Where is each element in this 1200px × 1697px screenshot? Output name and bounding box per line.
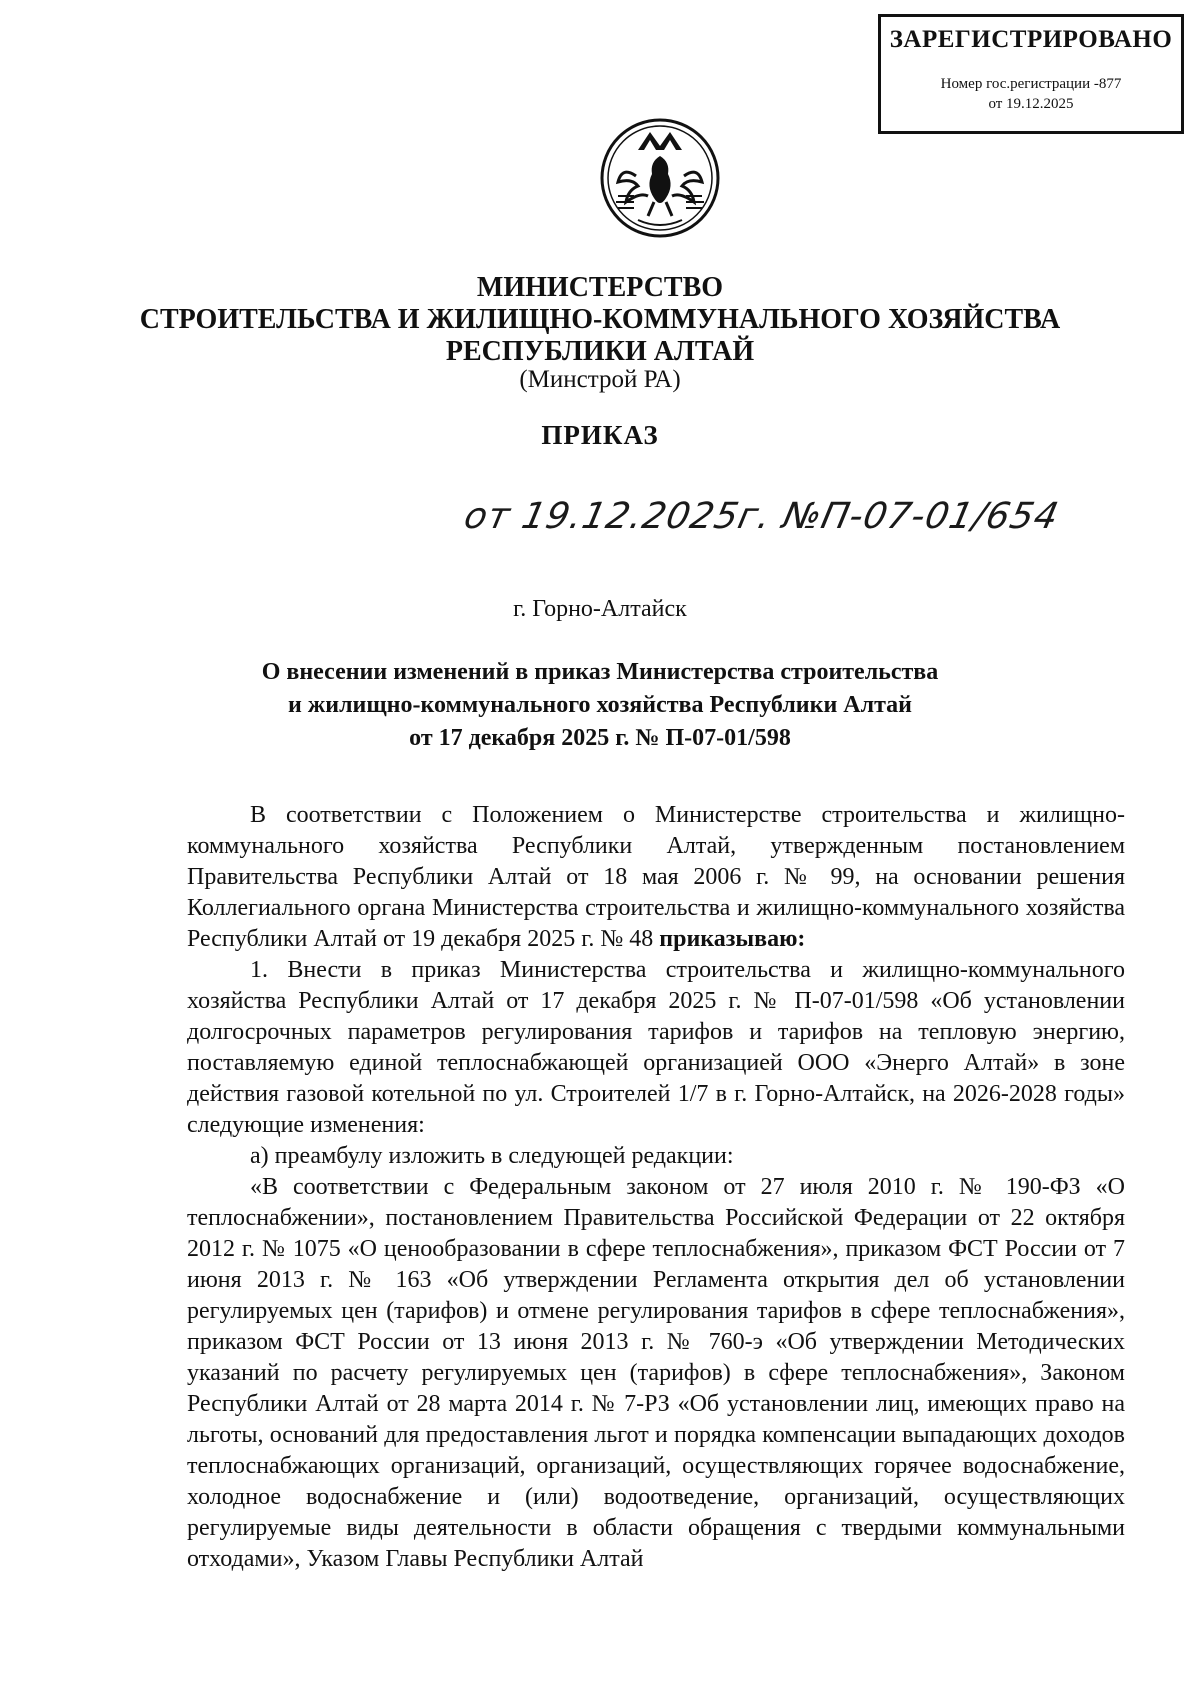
- registration-stamp: [878, 14, 1184, 134]
- stamp-title: ЗАРЕГИСТРИРОВАНО: [889, 26, 1173, 53]
- ministry-line-2: СТРОИТЕЛЬСТВА И ЖИЛИЩНО-КОММУНАЛЬНОГО ХОЗЯЙСТВА: [139, 304, 1061, 335]
- order-word: приказываю:: [659, 926, 806, 952]
- document-type: ПРИКАЗ: [541, 420, 659, 450]
- body-paragraph: а) преамбулу изложить в следующей редакции:: [250, 1143, 734, 1169]
- body-paragraph: 1. Внести в приказ Министерства строительства и жилищно-коммунального хозяйства Республики Алтай от 17 декабря 2025 г. № П-07-01/598 «Об установлении долгосрочных параметров регулирования тарифов и тарифов на тепловую энергию, поставляемую единой теплоснабжающей организацией ООО «Энерго Алтай» в зоне действия газовой котельной по ул. Строителей 1/7 в г. Горно-Алтайск, на 2026-2028 годы» следующие изменения:: [187, 957, 1125, 1138]
- ministry-line-1: МИНИСТЕРСТВО: [476, 272, 724, 303]
- handwritten-date-number: от 19.12.2025г. №П-07-01/654: [460, 496, 1063, 537]
- subject-line-1: О внесении изменений в приказ Министерства строительства: [261, 659, 939, 685]
- document-body: [187, 800, 1125, 1575]
- document-subject: [0, 656, 1200, 755]
- preamble-text: В соответствии с Положением о Министерстве строительства и жилищно-коммунального хозяйства Республики Алтай, утвержденным постановлением Правительства Республики Алтай от 18 мая 2006 г. № 99, на основании решения Коллегиального органа Министерства строительства и жилищно-коммунального хозяйства Республики Алтай от 19 декабря 2025 г. № 48: [187, 802, 1125, 952]
- subject-line-3: от 17 декабря 2025 г. № П-07-01/598: [409, 725, 791, 751]
- body-paragraph: «В соответствии с Федеральным законом от 27 июля 2010 г. № 190-ФЗ «О теплоснабжении», постановлением Правительства Российской Федерации от 22 октября 2012 г. № 1075 «О ценообразовании в сфере теплоснабжения», приказом ФСТ России от 7 июня 2013 г. № 163 «Об утверждении Регламента открытия дел об установлении регулируемых цен (тарифов) и отмене регулирования тарифов в сфере теплоснабжения», приказом ФСТ России от 13 июня 2013 г. № 760-э «Об утверждении Методических указаний по расчету регулируемых цен (тарифов) в сфере теплоснабжения», Законом Республики Алтай от 28 марта 2014 г. № 7-РЗ «Об установлении лиц, имеющих право на льготы, оснований для предоставления льгот и порядка компенсации выпадающих доходов теплоснабжающих организаций, организаций, осуществляющих горячее водоснабжение, холодное водоснабжение и (или) водоотведение, организаций, осуществляющих регулируемые виды деятельности в области обращения с твердыми коммунальными отходами», Указом Главы Республики Алтай: [187, 1174, 1125, 1572]
- stamp-registration-date: от 19.12.2025: [988, 96, 1074, 112]
- stamp-registration-number: Номер гос.регистрации -877: [940, 76, 1122, 92]
- ministry-short-name: (Минстрой РА): [519, 366, 681, 393]
- subject-line-2: и жилищно-коммунального хозяйства Республики Алтай: [288, 692, 912, 718]
- ministry-name: [0, 272, 1200, 368]
- body-paragraph: [187, 800, 1125, 955]
- ministry-line-3: РЕСПУБЛИКИ АЛТАЙ: [445, 336, 755, 367]
- coat-of-arms-icon: [598, 116, 722, 240]
- city: г. Горно-Алтайск: [513, 596, 687, 622]
